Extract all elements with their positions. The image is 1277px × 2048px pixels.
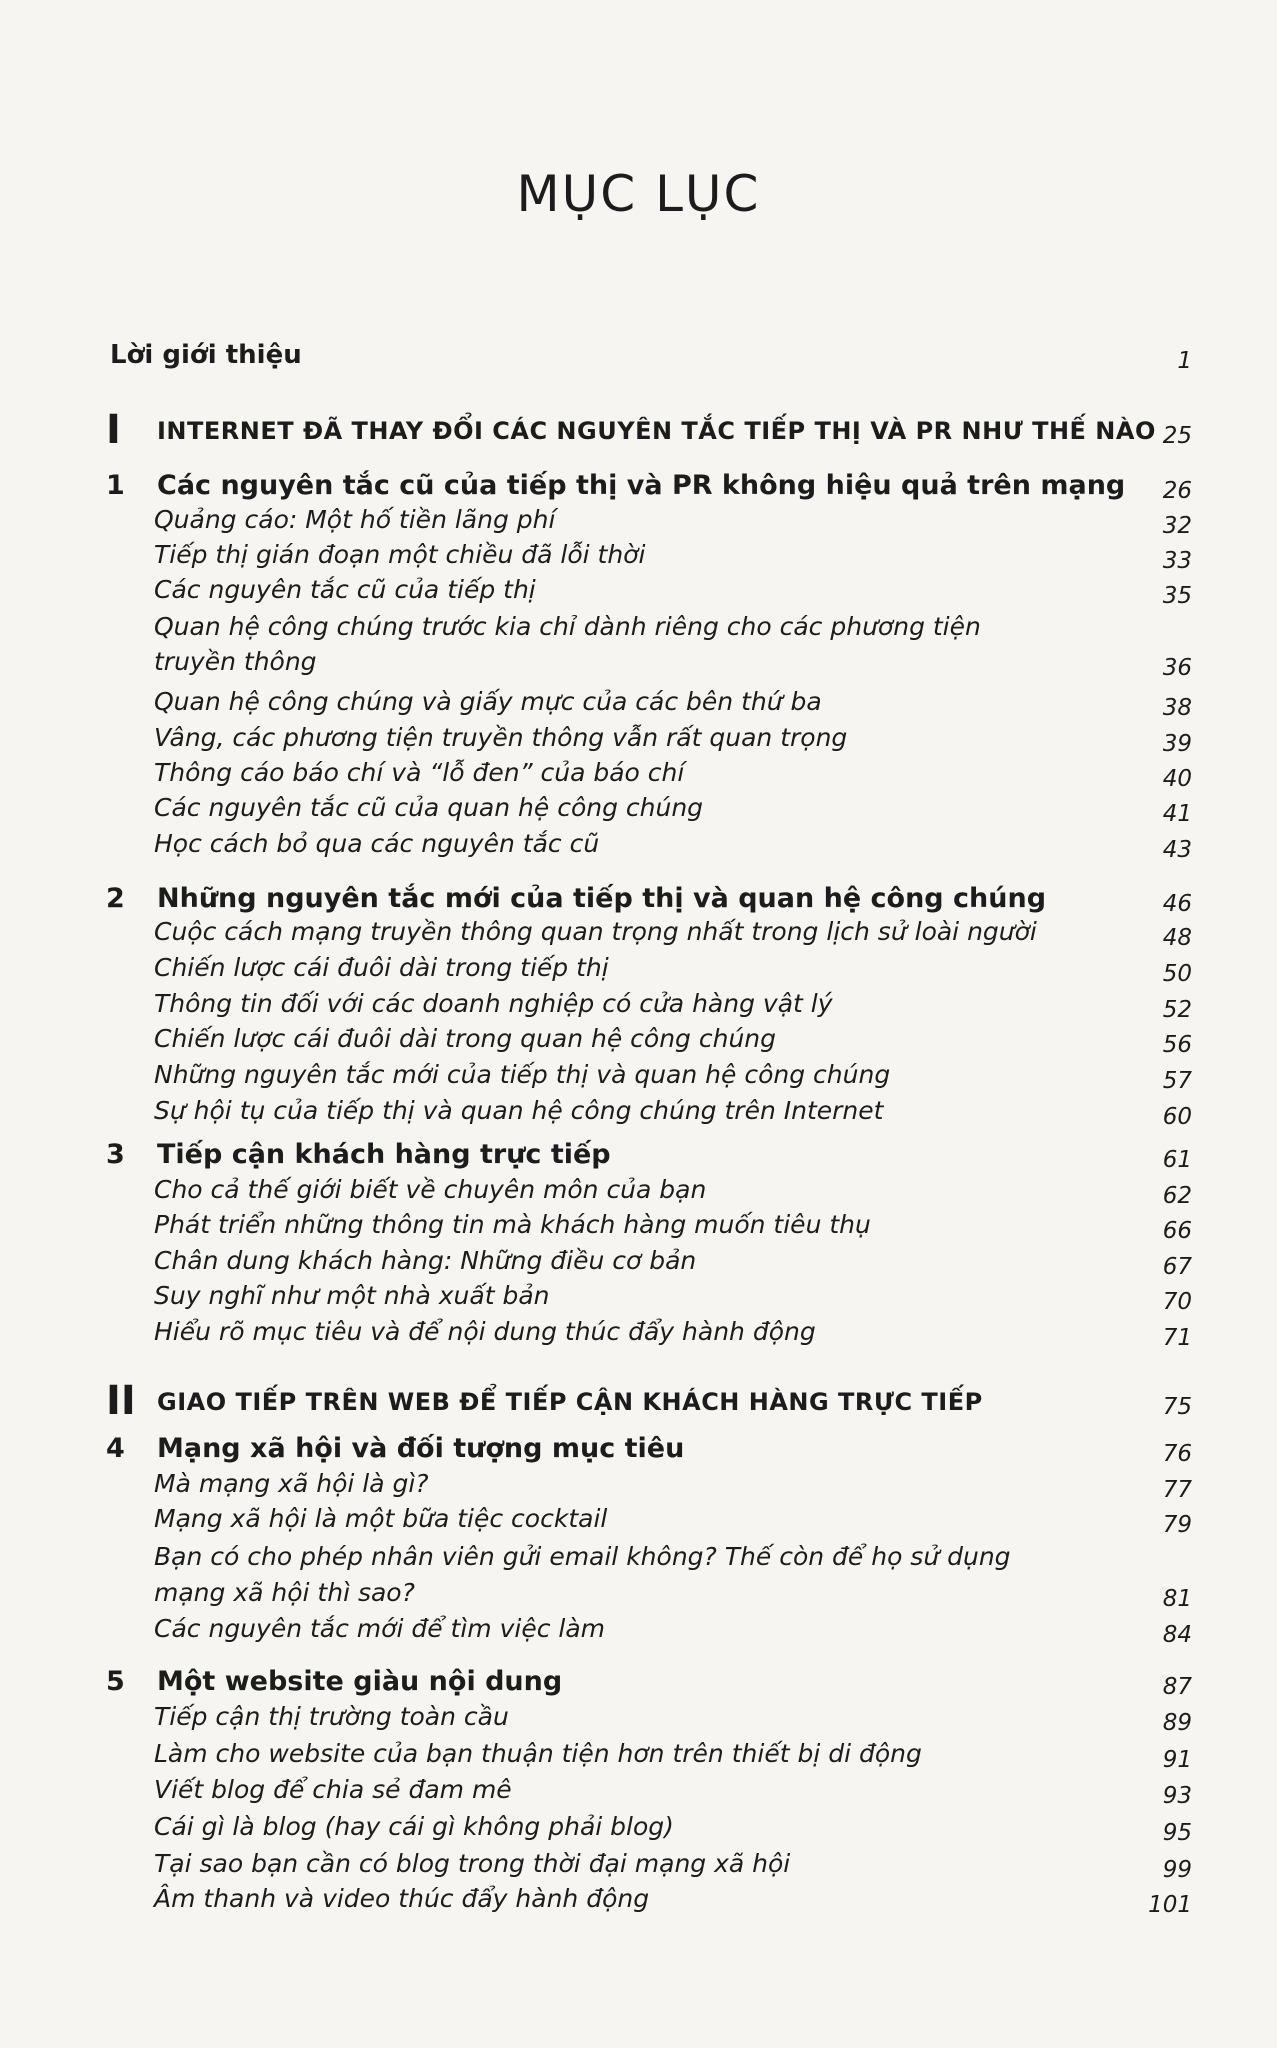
page-number: 95: [1162, 1820, 1192, 1846]
toc-section-row: [0, 1578, 1277, 1612]
section-title: Chân dung khách hàng: Những điều cơ bản: [154, 1246, 697, 1275]
page-number: 26: [1162, 478, 1192, 504]
section-title: Phát triển những thông tin mà khách hàng muốn tiêu thụ: [154, 1210, 871, 1239]
toc-chapter-row: [0, 470, 1277, 504]
section-title: Làm cho website của bạn thuận tiện hơn trên thiết bị di động: [154, 1739, 922, 1768]
page-number: 41: [1162, 801, 1192, 827]
section-title: Các nguyên tắc mới để tìm việc làm: [154, 1614, 606, 1643]
section-title: Mà mạng xã hội là gì?: [154, 1469, 429, 1498]
section-title: Âm thanh và video thúc đẩy hành động: [154, 1884, 650, 1913]
section-title: Tại sao bạn cần có blog trong thời đại mạng xã hội: [154, 1849, 791, 1878]
toc-section-row: [0, 1775, 1277, 1809]
section-title: Các nguyên tắc cũ của tiếp thị: [154, 575, 536, 604]
toc-section-row: [0, 1469, 1277, 1503]
section-title: Những nguyên tắc mới của tiếp thị và quan hệ công chúng: [154, 1060, 891, 1089]
page-number: 84: [1162, 1622, 1192, 1648]
toc-section-row: [0, 1246, 1277, 1280]
toc-section-row: [0, 1849, 1277, 1883]
section-title: Thông tin đối với các doanh nghiệp có cửa hàng vật lý: [154, 989, 833, 1018]
page-number: 75: [1162, 1394, 1192, 1420]
section-title: Suy nghĩ như một nhà xuất bản: [154, 1281, 550, 1310]
page-number: 62: [1162, 1183, 1192, 1209]
page-number: 61: [1162, 1147, 1192, 1173]
toc-section-row: [0, 1096, 1277, 1130]
section-title: Tiếp thị gián đoạn một chiều đã lỗi thời: [154, 540, 646, 569]
section-title: Học cách bỏ qua các nguyên tắc cũ: [154, 829, 600, 858]
page-number: 36: [1162, 655, 1192, 681]
page-number: 70: [1162, 1289, 1192, 1315]
page-number: 99: [1162, 1857, 1192, 1883]
part-title: INTERNET ĐÃ THAY ĐỔI CÁC NGUYÊN TẮC TIẾP THỊ VÀ PR NHƯ THẾ NÀO: [157, 417, 1156, 445]
toc-chapter-row: [0, 1666, 1277, 1700]
page-number: 76: [1162, 1441, 1192, 1467]
section-title: Bạn có cho phép nhân viên gửi email không? Thế còn để họ sử dụng: [154, 1542, 1011, 1571]
toc-section-row: [0, 917, 1277, 951]
toc-section-row: [0, 1614, 1277, 1648]
toc-section-row: [0, 612, 1277, 646]
part-number: I: [106, 407, 121, 453]
page-number: 60: [1162, 1104, 1192, 1130]
toc-section-row: [0, 1317, 1277, 1351]
page-number: 38: [1162, 695, 1192, 721]
page-number: 81: [1162, 1586, 1192, 1612]
toc-section-row: [0, 829, 1277, 863]
section-title: Quảng cáo: Một hố tiền lãng phí: [154, 505, 556, 534]
page-number: 1: [1177, 348, 1192, 374]
section-title: Các nguyên tắc cũ của quan hệ công chúng: [154, 793, 704, 822]
page-title: MỤC LỤC: [516, 165, 761, 223]
chapter-number: 5: [106, 1666, 125, 1697]
chapter-title: Mạng xã hội và đối tượng mục tiêu: [157, 1433, 685, 1464]
page-number: 71: [1162, 1325, 1192, 1351]
page-number: 91: [1162, 1747, 1192, 1773]
page-number: 57: [1162, 1068, 1192, 1094]
page-number: 56: [1162, 1032, 1192, 1058]
toc-section-row: [0, 1024, 1277, 1058]
page-number: 35: [1162, 583, 1192, 609]
page-number: 50: [1162, 961, 1192, 987]
toc-chapter-row: [0, 1139, 1277, 1173]
chapter-title: Một website giàu nội dung: [157, 1666, 563, 1697]
page-number: 39: [1162, 731, 1192, 757]
section-title: Chiến lược cái đuôi dài trong quan hệ công chúng: [154, 1024, 777, 1053]
toc-section-row: [0, 758, 1277, 792]
toc-part-row: [0, 1378, 1277, 1424]
page-number: 46: [1162, 891, 1192, 917]
toc-part-row: [0, 407, 1277, 453]
toc-section-row: [0, 1884, 1277, 1918]
chapter-number: 4: [106, 1433, 125, 1464]
toc-section-row: [0, 793, 1277, 827]
chapter-title: Những nguyên tắc mới của tiếp thị và quan hệ công chúng: [157, 883, 1047, 914]
page-number: 79: [1162, 1512, 1192, 1538]
toc-chapter-row: [0, 1433, 1277, 1467]
page-number: 52: [1162, 997, 1192, 1023]
toc-section-row: [0, 723, 1277, 757]
section-title: truyền thông: [154, 647, 317, 676]
page-number: 77: [1162, 1477, 1192, 1503]
toc-chapter-row: [0, 883, 1277, 917]
intro-title: Lời giới thiệu: [110, 340, 302, 370]
section-title: Sự hội tụ của tiếp thị và quan hệ công chúng trên Internet: [154, 1096, 884, 1125]
section-title: Mạng xã hội là một bữa tiệc cocktail: [154, 1504, 608, 1533]
page-number: 32: [1162, 513, 1192, 539]
toc-section-row: [0, 1739, 1277, 1773]
page-number: 48: [1162, 925, 1192, 951]
toc-section-row: [0, 505, 1277, 539]
page-number: 87: [1162, 1674, 1192, 1700]
section-title: Quan hệ công chúng và giấy mực của các bên thứ ba: [154, 687, 822, 716]
section-title: mạng xã hội thì sao?: [154, 1578, 415, 1607]
toc-section-row: [0, 687, 1277, 721]
toc-section-row: [0, 1281, 1277, 1315]
part-number: II: [106, 1378, 136, 1424]
toc-section-row: [0, 1702, 1277, 1736]
section-title: Cho cả thế giới biết về chuyên môn của bạn: [154, 1175, 707, 1204]
toc-section-row: [0, 1812, 1277, 1846]
toc-section-row: [0, 1060, 1277, 1094]
toc-section-row: [0, 1175, 1277, 1209]
toc-section-row: [0, 1542, 1277, 1576]
section-title: Cái gì là blog (hay cái gì không phải blog): [154, 1812, 674, 1841]
page-number: 67: [1162, 1254, 1192, 1280]
toc-section-row: [0, 953, 1277, 987]
section-title: Vâng, các phương tiện truyền thông vẫn rất quan trọng: [154, 723, 848, 752]
toc-section-row: [0, 989, 1277, 1023]
toc-intro-row: [0, 340, 1277, 374]
chapter-number: 2: [106, 883, 125, 914]
section-title: Thông cáo báo chí và “lỗ đen” của báo chí: [154, 758, 685, 787]
toc-section-row: [0, 540, 1277, 574]
page-number: 25: [1162, 423, 1192, 449]
section-title: Hiểu rõ mục tiêu và để nội dung thúc đẩy hành động: [154, 1317, 816, 1346]
section-title: Cuộc cách mạng truyền thông quan trọng nhất trong lịch sử loài người: [154, 917, 1037, 946]
page-number: 93: [1162, 1783, 1192, 1809]
page-number: 89: [1162, 1710, 1192, 1736]
chapter-number: 1: [106, 470, 125, 501]
page-number: 40: [1162, 766, 1192, 792]
page-number: 66: [1162, 1218, 1192, 1244]
section-title: Viết blog để chia sẻ đam mê: [154, 1775, 512, 1804]
section-title: Chiến lược cái đuôi dài trong tiếp thị: [154, 953, 609, 982]
chapter-number: 3: [106, 1139, 125, 1170]
toc-section-row: [0, 1504, 1277, 1538]
page-number: 101: [1148, 1892, 1192, 1918]
toc-section-row: [0, 1210, 1277, 1244]
page-number: 43: [1162, 837, 1192, 863]
section-title: Tiếp cận thị trường toàn cầu: [154, 1702, 509, 1731]
toc-section-row: [0, 575, 1277, 609]
toc-section-row: [0, 647, 1277, 681]
section-title: Quan hệ công chúng trước kia chỉ dành riêng cho các phương tiện: [154, 612, 981, 641]
chapter-title: Các nguyên tắc cũ của tiếp thị và PR không hiệu quả trên mạng: [157, 470, 1126, 501]
chapter-title: Tiếp cận khách hàng trực tiếp: [157, 1139, 611, 1170]
part-title: GIAO TIẾP TRÊN WEB ĐỂ TIẾP CẬN KHÁCH HÀNG TRỰC TIẾP: [157, 1388, 983, 1416]
page-number: 33: [1162, 548, 1192, 574]
